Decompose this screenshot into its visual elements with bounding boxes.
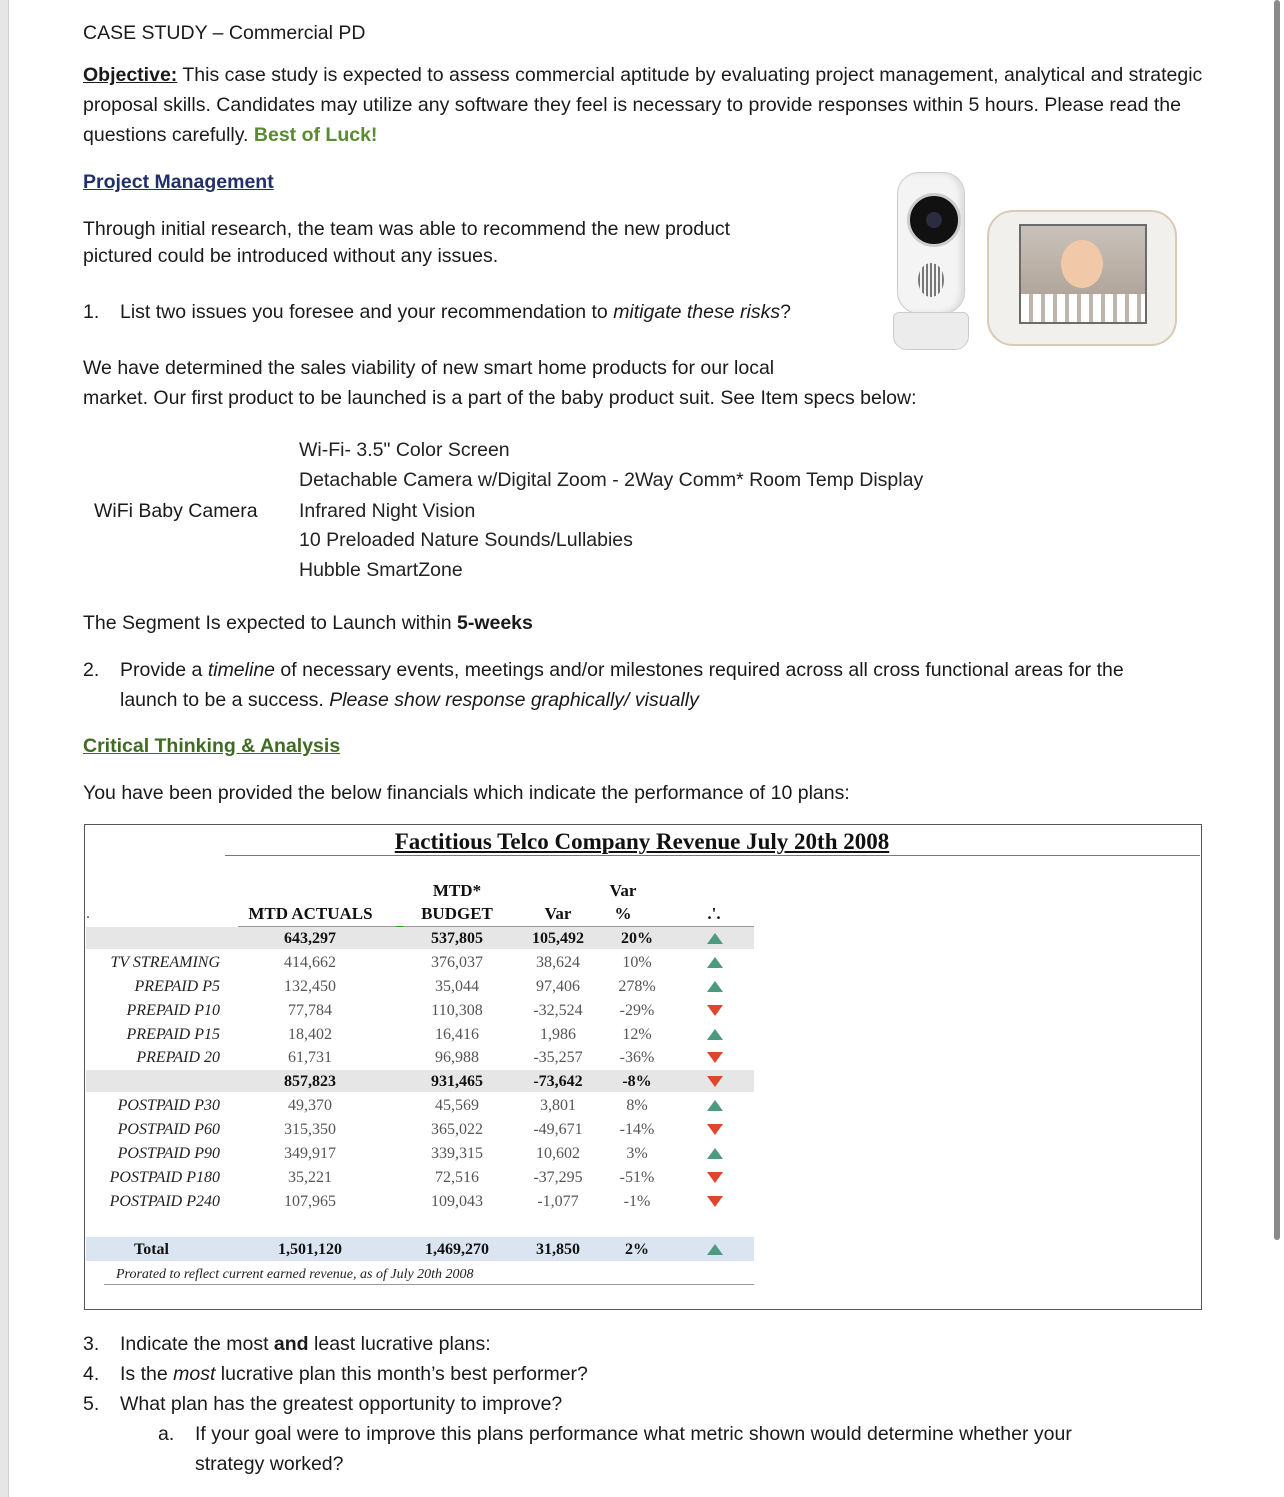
cell-var: 38,624 xyxy=(536,954,580,971)
cell-pct: -29% xyxy=(619,1002,655,1019)
cell-budget: 110,308 xyxy=(431,1002,483,1019)
row-label: POSTPAID P60 xyxy=(117,1121,220,1138)
q1-text: List two issues you foresee and your recommendation to xyxy=(120,301,614,323)
cell-pct: 3% xyxy=(626,1145,648,1162)
q2-part: of necessary events, meetings and/or milestones required across all cross functional areas for the xyxy=(275,659,1124,681)
trend-down-icon xyxy=(707,1172,723,1183)
critical-thinking-heading: Critical Thinking & Analysis xyxy=(83,735,341,757)
cell-actuals: 18,402 xyxy=(288,1026,332,1043)
q2-part: launch to be a success. xyxy=(120,689,330,711)
launch-weeks: 5-weeks xyxy=(456,612,533,634)
revenue-table-title: Factitious Telco Company Revenue July 20th 2008 xyxy=(394,829,890,854)
cell-actuals: 857,823 xyxy=(284,1073,336,1090)
baby-camera-image xyxy=(893,172,967,348)
cell-actuals: 77,784 xyxy=(288,1002,332,1019)
cell-budget: 376,037 xyxy=(431,954,483,971)
sales-line-1: We have determined the sales viability of new smart home products for our local xyxy=(83,357,775,379)
cell-budget: 16,416 xyxy=(435,1026,479,1043)
cell-var: -49,671 xyxy=(533,1121,583,1138)
cell-budget: 339,315 xyxy=(431,1145,483,1162)
cell-actuals: 35,221 xyxy=(288,1169,332,1186)
cell-var: -37,295 xyxy=(533,1169,583,1186)
total-pct: 2% xyxy=(625,1241,649,1258)
header-pct: % xyxy=(614,904,632,923)
cell-budget: 45,569 xyxy=(435,1097,479,1114)
question-3 xyxy=(120,1329,491,1359)
trend-up-icon xyxy=(707,1148,723,1159)
q4-part: lucrative plan this month’s best performer? xyxy=(215,1363,588,1385)
row-label: POSTPAID P30 xyxy=(117,1097,220,1114)
q4-emphasis: most xyxy=(173,1363,216,1385)
cell-actuals: 643,297 xyxy=(284,930,336,947)
total-actuals: 1,501,120 xyxy=(278,1241,342,1258)
cell-actuals: 61,731 xyxy=(288,1049,332,1066)
launch-statement xyxy=(83,608,533,638)
trend-up-icon xyxy=(707,1100,723,1111)
q4-number: 4. xyxy=(83,1363,100,1385)
intro-line-1: Through initial research, the team was able to recommend the new product xyxy=(83,218,731,240)
q3-part: least lucrative plans: xyxy=(308,1333,491,1355)
q2-visual-note: Please show response graphically/ visually xyxy=(329,689,699,711)
table-footnote: Prorated to reflect current earned revenue, as of July 20th 2008 xyxy=(116,1267,474,1282)
header-var: Var xyxy=(544,904,572,923)
cell-pct: -36% xyxy=(619,1049,655,1066)
row-label: POSTPAID P240 xyxy=(109,1193,220,1210)
spec-line: Detachable Camera w/Digital Zoom - 2Way Comm* Room Temp Display xyxy=(299,469,924,491)
cell-pct: 20% xyxy=(621,930,653,947)
cell-pct: -1% xyxy=(623,1193,651,1210)
header-mtd-actuals: MTD ACTUALS xyxy=(248,904,373,923)
best-of-luck: Best of Luck! xyxy=(253,124,378,146)
question-1 xyxy=(120,297,791,327)
cell-pct: -8% xyxy=(622,1073,652,1090)
cell-var: 105,492 xyxy=(532,930,584,947)
cell-actuals: 414,662 xyxy=(284,954,336,971)
total-var: 31,850 xyxy=(536,1241,580,1258)
q5-number: 5. xyxy=(83,1393,100,1415)
row-label: POSTPAID P180 xyxy=(109,1169,220,1186)
q1-emphasis: mitigate these risks xyxy=(613,301,781,323)
q1-number: 1. xyxy=(83,301,100,323)
cell-actuals: 349,917 xyxy=(284,1145,336,1162)
header-budget: BUDGET xyxy=(421,904,493,923)
footnote-rule xyxy=(104,1284,754,1285)
project-management-heading: Project Management xyxy=(83,171,274,193)
cell-pct: 8% xyxy=(626,1097,648,1114)
trend-up-icon xyxy=(707,957,723,968)
cell-var: 3,801 xyxy=(540,1097,576,1114)
title-rule xyxy=(225,855,1200,856)
cell-actuals: 49,370 xyxy=(288,1097,332,1114)
total-label: Total xyxy=(134,1241,169,1258)
intro-line-2: pictured could be introduced without any issues. xyxy=(83,245,499,267)
cell-pct: 278% xyxy=(618,978,656,995)
cell-var: -32,524 xyxy=(533,1002,583,1019)
cell-var: -35,257 xyxy=(533,1049,583,1066)
cell-actuals: 132,450 xyxy=(284,978,336,995)
cell-budget: 109,043 xyxy=(431,1193,483,1210)
row-label: PREPAID P5 xyxy=(134,978,220,995)
question-2-line-2 xyxy=(120,685,699,715)
cell-budget: 931,465 xyxy=(431,1073,483,1090)
header-mtd: MTD* xyxy=(432,881,482,900)
objective-text: This case study is expected to assess commercial aptitude by evaluating project management, analytical and strategic proposal skills. Candidates may utilize any software they feel is necessary to provide responses within 5 hours. Please read the questions carefully. xyxy=(83,64,1203,146)
objective-paragraph xyxy=(83,60,1203,150)
cell-budget: 72,516 xyxy=(435,1169,479,1186)
trend-down-icon xyxy=(707,1076,723,1087)
cell-pct: -14% xyxy=(619,1121,655,1138)
baby-monitor-image xyxy=(987,210,1177,346)
trend-down-icon xyxy=(707,1124,723,1135)
subquestion-letter: a. xyxy=(158,1423,175,1445)
q2-number: 2. xyxy=(83,659,100,681)
spec-line: Hubble SmartZone xyxy=(299,559,463,581)
q1-end: ? xyxy=(780,301,791,323)
row-label: PREPAID 20 xyxy=(136,1049,220,1066)
cell-var: 97,406 xyxy=(536,978,580,995)
row-label: PREPAID P15 xyxy=(126,1026,220,1043)
cell-var: 10,602 xyxy=(536,1145,580,1162)
trend-up-icon xyxy=(707,933,723,944)
scrollbar[interactable] xyxy=(1274,0,1280,1240)
question-5: What plan has the greatest opportunity to improve? xyxy=(120,1393,563,1415)
row-label: POSTPAID P90 xyxy=(117,1145,220,1162)
subquestion-line-2: strategy worked? xyxy=(195,1453,344,1475)
total-budget: 1,469,270 xyxy=(425,1241,489,1258)
spec-line: 10 Preloaded Nature Sounds/Lullabies xyxy=(299,529,633,551)
cell-pct: 12% xyxy=(622,1026,652,1043)
cell-budget: 537,805 xyxy=(431,930,483,947)
question-4 xyxy=(120,1359,588,1389)
question-2-line-1 xyxy=(120,655,1124,685)
trend-down-icon xyxy=(707,1196,723,1207)
q3-number: 3. xyxy=(83,1333,100,1355)
trend-up-icon xyxy=(707,1244,723,1255)
subquestion-line-1: If your goal were to improve this plans performance what metric shown would determine whether your xyxy=(195,1423,1072,1445)
trend-down-icon xyxy=(707,1052,723,1063)
row-label: PREPAID P10 xyxy=(126,1002,220,1019)
critical-intro: You have been provided the below financials which indicate the performance of 10 plans: xyxy=(83,782,850,804)
header-dot: . xyxy=(86,905,90,922)
document-title: CASE STUDY – Commercial PD xyxy=(83,22,366,44)
cell-var: 1,986 xyxy=(540,1026,576,1043)
cell-budget: 35,044 xyxy=(435,978,479,995)
trend-up-icon xyxy=(707,981,723,992)
cell-budget: 365,022 xyxy=(431,1121,483,1138)
trend-up-icon xyxy=(707,1029,723,1040)
sales-line-2: market. Our first product to be launched is a part of the baby product suit. See Item specs below: xyxy=(83,387,917,409)
q4-part: Is the xyxy=(120,1363,174,1385)
cell-pct: 10% xyxy=(622,954,652,971)
row-label: TV STREAMING xyxy=(110,954,220,971)
product-name: WiFi Baby Camera xyxy=(94,500,258,522)
cell-var: -73,642 xyxy=(533,1073,583,1090)
q3-emphasis: and xyxy=(273,1333,309,1355)
cell-actuals: 107,965 xyxy=(284,1193,336,1210)
q2-timeline: timeline xyxy=(207,659,276,681)
page-edge xyxy=(0,0,9,1497)
spec-line: Wi-Fi- 3.5" Color Screen xyxy=(299,439,510,461)
cell-actuals: 315,350 xyxy=(284,1121,336,1138)
objective-label: Objective: xyxy=(83,64,178,86)
q2-part: Provide a xyxy=(120,659,208,681)
header-trend: .'. xyxy=(707,904,721,923)
cell-budget: 96,988 xyxy=(435,1049,479,1066)
spec-line: Infrared Night Vision xyxy=(299,500,476,522)
cell-pct: -51% xyxy=(619,1169,655,1186)
header-var-pct: Var xyxy=(609,881,637,900)
q3-part: Indicate the most xyxy=(120,1333,274,1355)
cell-var: -1,077 xyxy=(537,1193,579,1210)
launch-text: The Segment Is expected to Launch within xyxy=(83,612,457,634)
trend-down-icon xyxy=(707,1005,723,1016)
